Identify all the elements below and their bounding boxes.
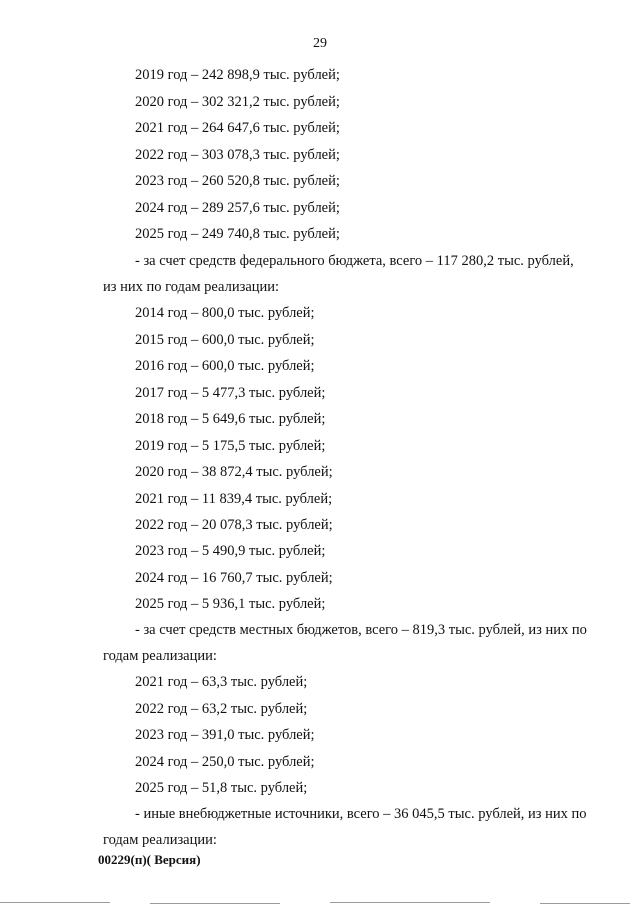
page-number: 29 (313, 36, 327, 51)
text-line-federal-2017: 2017 год – 5 477,3 тыс. рублей; (135, 385, 326, 401)
text-line-local-2025: 2025 год – 51,8 тыс. рублей; (135, 780, 308, 796)
text-line-federal-2018: 2018 год – 5 649,6 тыс. рублей; (135, 411, 326, 427)
text-line-local-2023: 2023 год – 391,0 тыс. рублей; (135, 727, 315, 743)
paragraph-local-budgets-cont: годам реализации: (103, 648, 217, 664)
scan-artifact-line (330, 902, 490, 903)
text-line-federal-2014: 2014 год – 800,0 тыс. рублей; (135, 305, 315, 321)
paragraph-federal-budget: - за счет средств федерального бюджета, всего – 117 280,2 тыс. рублей, (135, 253, 574, 269)
text-line-2022-total: 2022 год – 303 078,3 тыс. рублей; (135, 147, 340, 163)
text-line-federal-2020: 2020 год – 38 872,4 тыс. рублей; (135, 464, 333, 480)
text-line-2019-total: 2019 год – 242 898,9 тыс. рублей; (135, 67, 340, 83)
document-footer-code: 00229(п)( Версия) (98, 852, 201, 867)
paragraph-local-budgets: - за счет средств местных бюджетов, всего – 819,3 тыс. рублей, из них по (135, 622, 587, 638)
text-line-federal-2016: 2016 год – 600,0 тыс. рублей; (135, 358, 315, 374)
text-line-2020-total: 2020 год – 302 321,2 тыс. рублей; (135, 94, 340, 110)
text-line-local-2024: 2024 год – 250,0 тыс. рублей; (135, 754, 315, 770)
text-line-federal-2022: 2022 год – 20 078,3 тыс. рублей; (135, 517, 333, 533)
text-line-2021-total: 2021 год – 264 647,6 тыс. рублей; (135, 120, 340, 136)
text-line-federal-2015: 2015 год – 600,0 тыс. рублей; (135, 332, 315, 348)
text-line-local-2022: 2022 год – 63,2 тыс. рублей; (135, 701, 308, 717)
scan-artifact-line (150, 903, 280, 904)
text-line-federal-2023: 2023 год – 5 490,9 тыс. рублей; (135, 543, 326, 559)
text-line-2024-total: 2024 год – 289 257,6 тыс. рублей; (135, 200, 340, 216)
text-line-federal-2024: 2024 год – 16 760,7 тыс. рублей; (135, 570, 333, 586)
paragraph-extrabudgetary-cont: годам реализации: (103, 832, 217, 848)
text-line-federal-2021: 2021 год – 11 839,4 тыс. рублей; (135, 491, 333, 507)
scan-artifact-line (0, 902, 110, 903)
paragraph-extrabudgetary: - иные внебюджетные источники, всего – 36 045,5 тыс. рублей, из них по (135, 806, 587, 822)
scan-artifact-line (540, 903, 630, 904)
text-line-2023-total: 2023 год – 260 520,8 тыс. рублей; (135, 173, 340, 189)
paragraph-federal-budget-cont: из них по годам реализации: (103, 279, 280, 295)
text-line-2025-total: 2025 год – 249 740,8 тыс. рублей; (135, 226, 340, 242)
text-line-federal-2025: 2025 год – 5 936,1 тыс. рублей; (135, 596, 326, 612)
text-line-local-2021: 2021 год – 63,3 тыс. рублей; (135, 674, 308, 690)
text-line-federal-2019: 2019 год – 5 175,5 тыс. рублей; (135, 438, 326, 454)
